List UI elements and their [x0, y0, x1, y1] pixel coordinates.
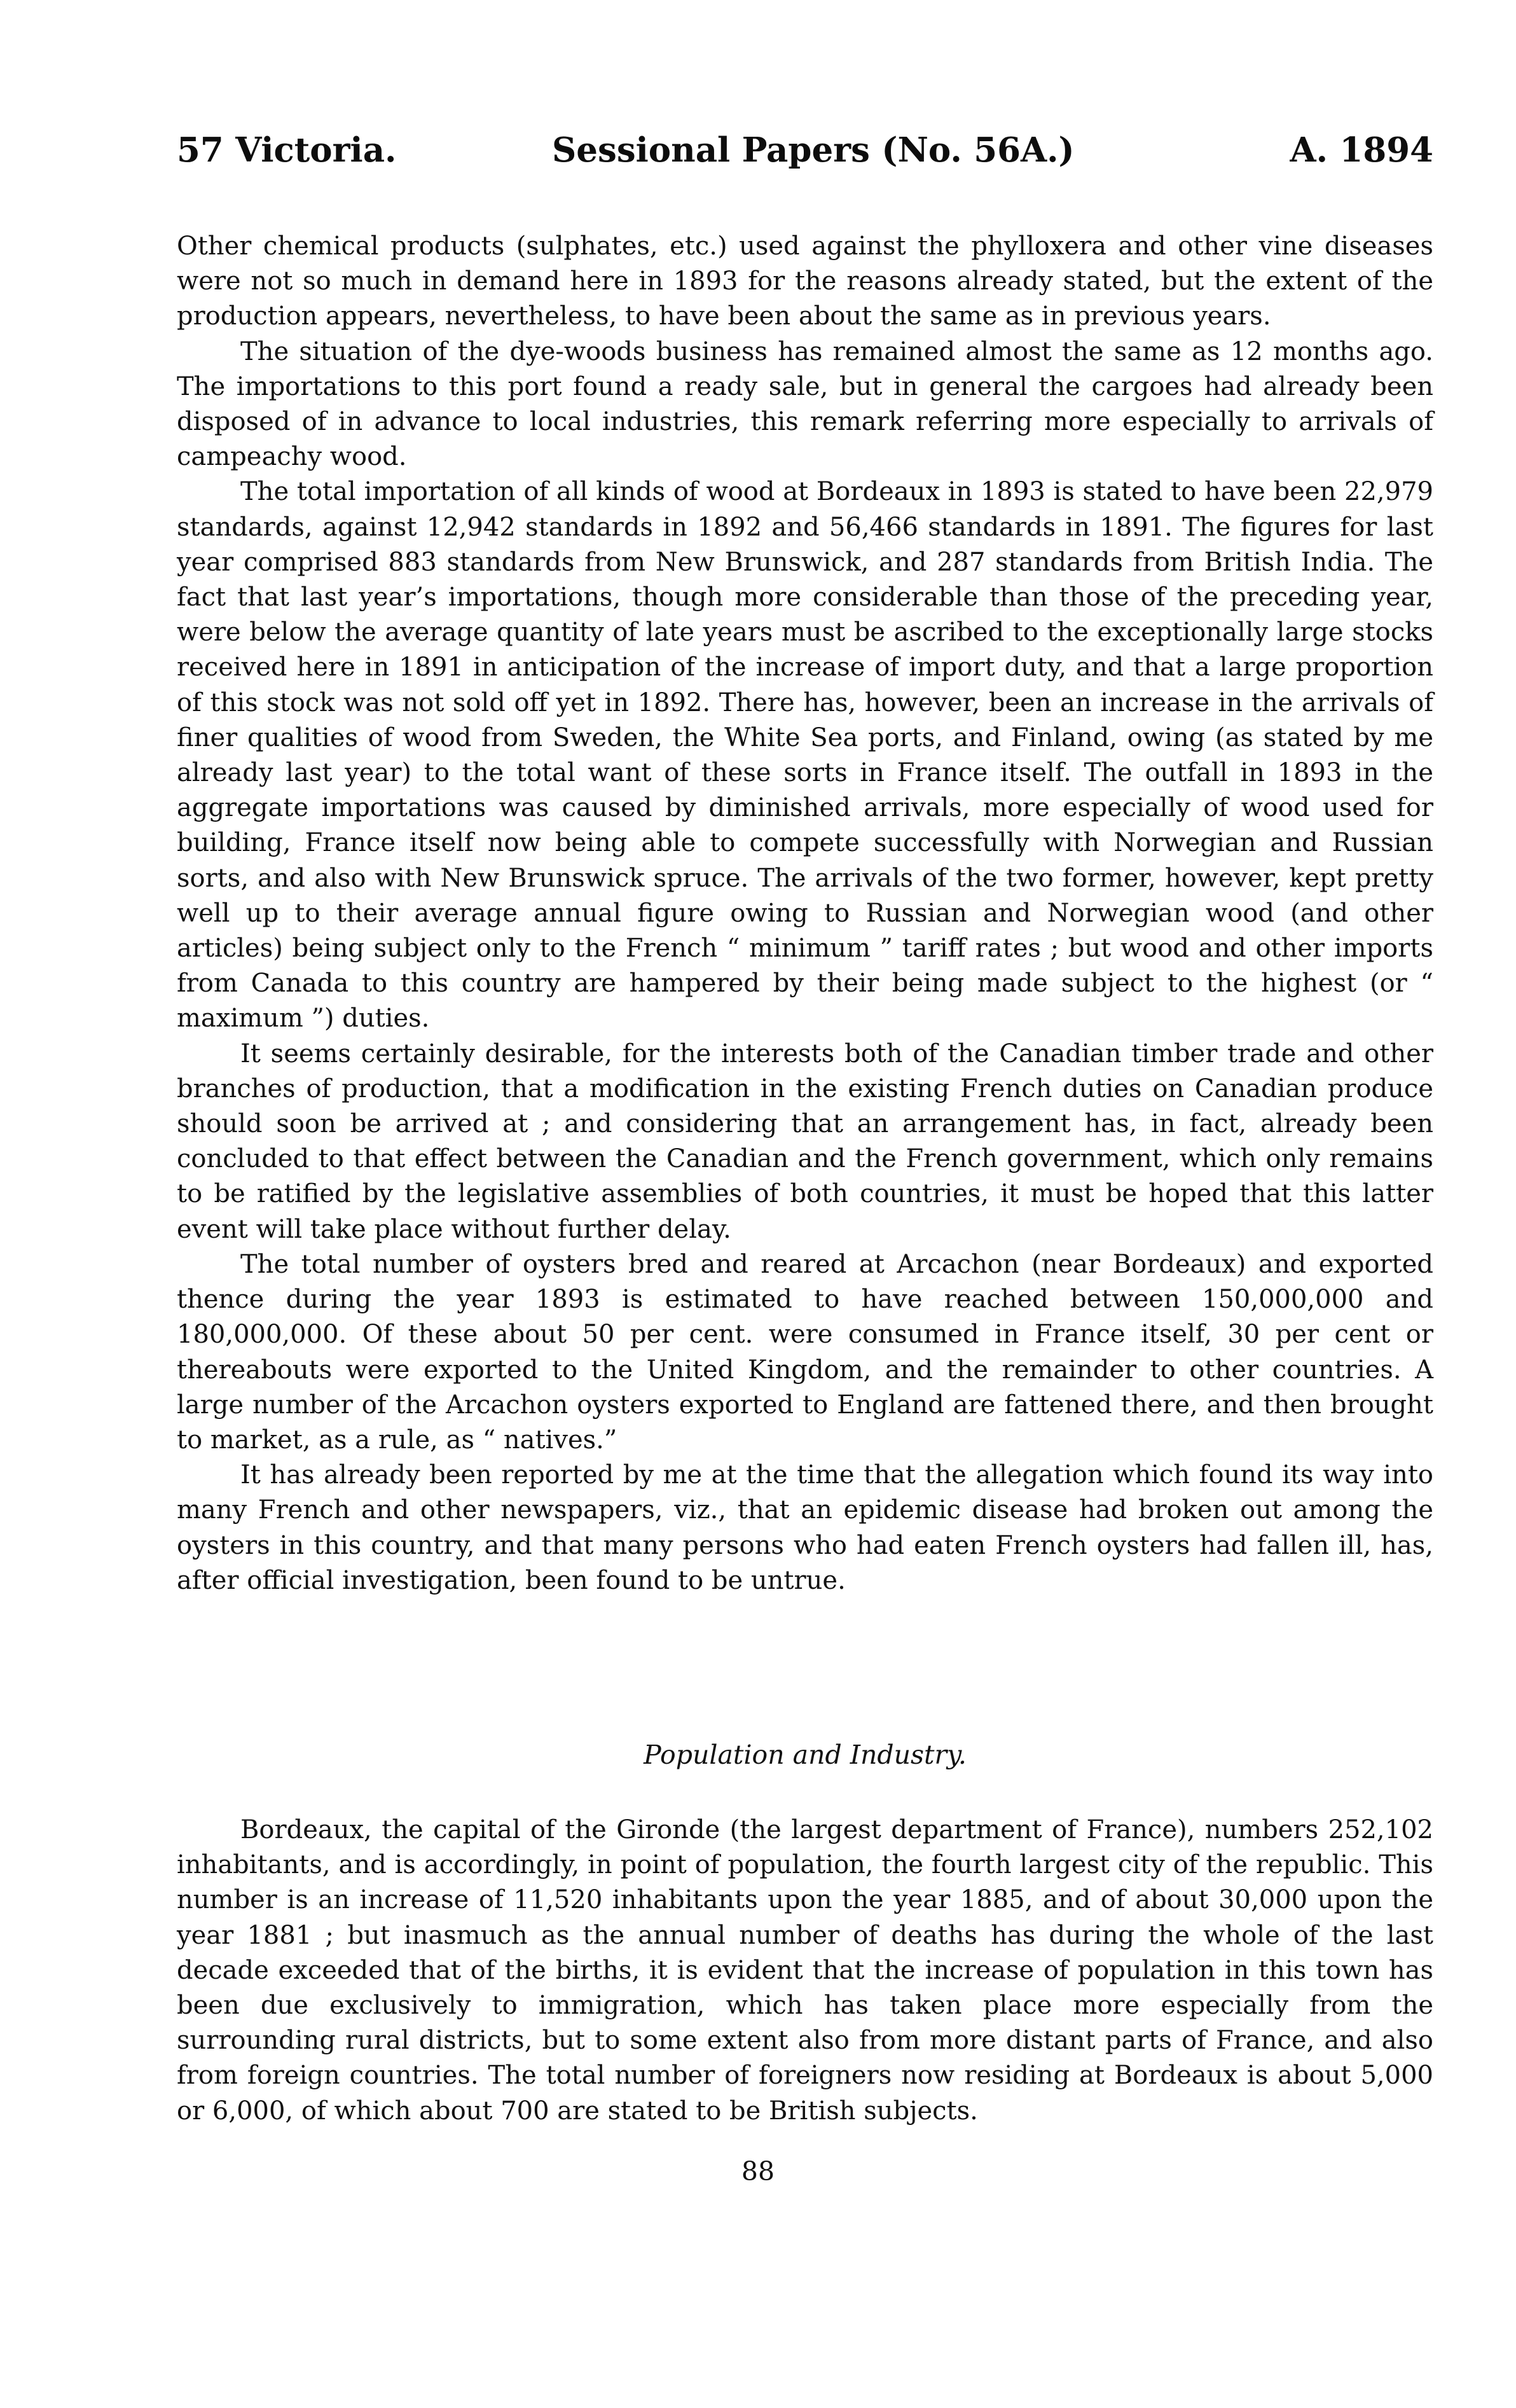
running-header	[177, 130, 1433, 184]
section-heading: Population and Industry.	[644, 1740, 967, 1770]
body-text	[177, 229, 1433, 1598]
header-year: A. 1894	[1290, 130, 1433, 170]
page-number: 88	[741, 2156, 775, 2187]
paragraph-dye-woods: The situation of the dye-woods business has remained almost the same as 12 months ago. The importations to this port found a ready sale, but in general the cargoes had already been disposed of in advance to local industries, this remark referring more especially to arrivals of campeachy wood.	[177, 336, 1433, 472]
header-volume: 57 Victoria.	[177, 130, 397, 170]
paragraph-canadian-duties: It seems certainly desirable, for the interests both of the Canadian timber trade and other branches of production, that a modification in the existing French duties on Canadian produce should soon be arrived at ; and considering that an arrangement has, in fact, already been concluded to that effect between the Canadian and the French government, which only remains to be ratified by the legislative assemblies of both countries, it must be hoped that this latter event will take place without further delay.	[177, 1039, 1433, 1244]
section-body-text	[177, 1813, 1433, 2129]
paragraph-oysters: The total number of oysters bred and reared at Arcachon (near Bordeaux) and exported thence during the year 1893 is estimated to have reached between 150,000,000 and 180,000,000. Of these about 50 per cent. were consumed in France itself, 30 per cent or thereabouts were exported to the United Kingdom, and the remainder to other countries. A large number of the Arcachon oysters exported to England are fattened there, and then brought to market, as a rule, as “ natives.”	[177, 1249, 1433, 1455]
header-title: Sessional Papers (No. 56A.)	[552, 130, 1075, 170]
paragraph-chemical-products: Other chemical products (sulphates, etc.) used against the phylloxera and other vine diseases were not so much in demand here in 1893 for the reasons already stated, but the extent of the production appears, nevertheless, to have been about the same as in previous years.	[177, 232, 1433, 331]
paragraph-oyster-rumour: It has already been reported by me at the time that the allegation which found its way into many French and other newspapers, viz., that an epidemic disease had broken out among the oysters in this country, and that many persons who had eaten French oysters had fallen ill, has, after official investigation, been found to be untrue.	[177, 1460, 1433, 1595]
paragraph-wood-importation: The total importation of all kinds of wood at Bordeaux in 1893 is stated to have been 22,979 standards, against 12,942 standards in 1892 and 56,466 standards in 1891. The figures for last year comprised 883 standards from New Brunswick, and 287 standards from British India. The fact that last year’s importations, though more considerable than those of the preceding year, were below the average quantity of late years must be ascribed to the exceptionally large stocks received here in 1891 in anticipation of the increase of import duty, and that a large proportion of this stock was not sold off yet in 1892. There has, however, been an increase in the arrivals of finer qualities of wood from Sweden, the White Sea ports, and Finland, owing (as stated by me already last year) to the total want of these sorts in France itself. The outfall in 1893 in the aggregate importations was caused by diminished arrivals, more especially of wood used for building, France itself now being able to compete successfully with Norwegian and Russian sorts, and also with New Brunswick spruce. The arrivals of the two former, however, kept pretty well up to their average annual figure owing to Russian and Norwegian wood (and other articles) being subject only to the French “ minimum ” tariff rates ; but wood and other imports from Canada to this country are hampered by their being made subject to the highest (or “ maximum ”) duties.	[177, 477, 1433, 1034]
paragraph-population: Bordeaux, the capital of the Gironde (the largest department of France), numbers 252,102 inhabitants, and is accordingly, in point of population, the fourth largest city of the republic. This number is an increase of 11,520 inhabitants upon the year 1885, and of about 30,000 upon the year 1881 ; but inasmuch as the annual number of deaths has during the whole of the last decade exceeded that of the births, it is evident that the increase of population in this town has been due exclusively to immigration, which has taken place more especially from the surrounding rural districts, but to some extent also from more distant parts of France, and also from foreign countries. The total number of foreigners now residing at Bordeaux is about 5,000 or 6,000, of which about 700 are stated to be British subjects.	[177, 1815, 1433, 2126]
